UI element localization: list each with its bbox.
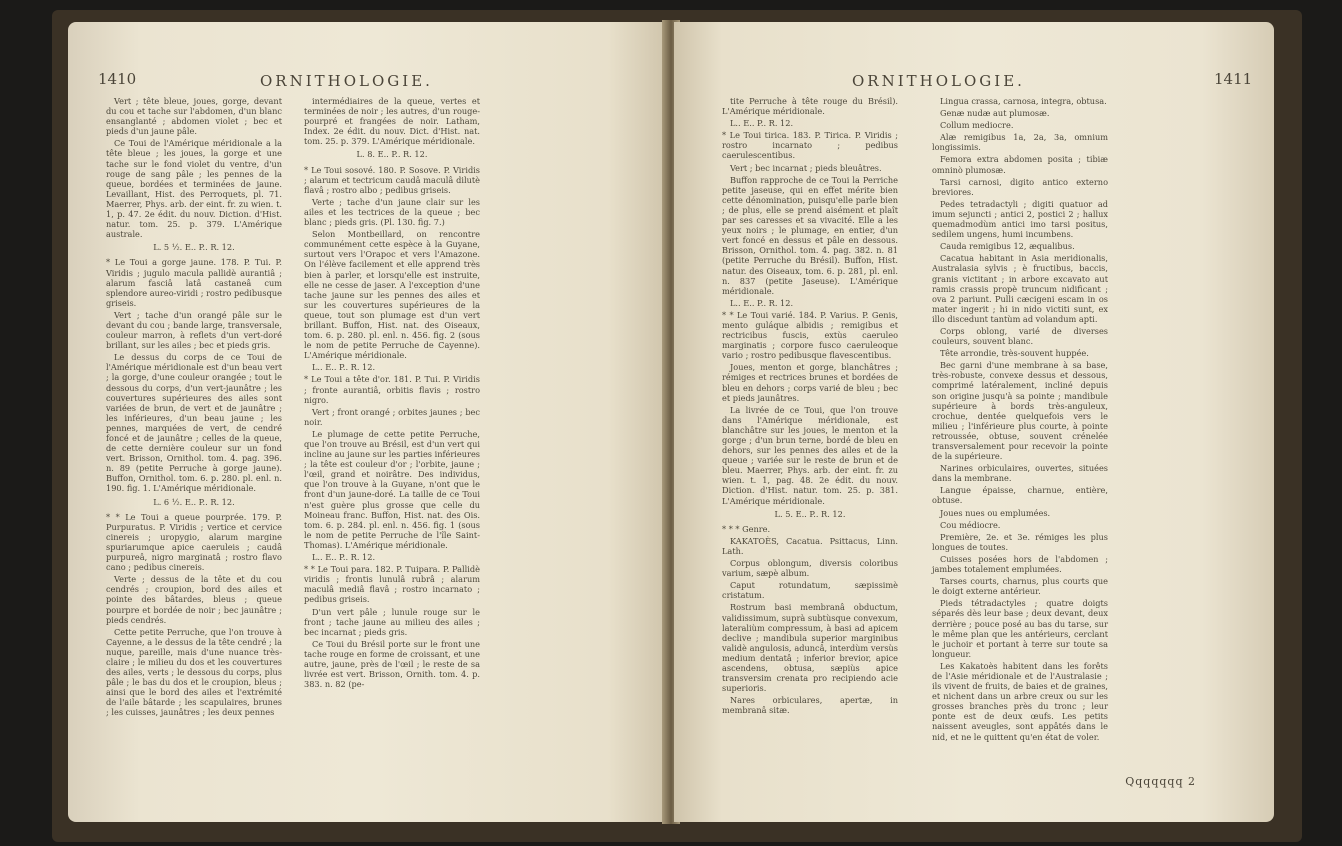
paragraph: Vert ; front orangé ; orbites jaunes ; bec noir. [304,406,480,427]
paragraph: * * Le Toui a queue pourprée. 179. P. Purpuratus. P. Viridis ; vertice et cervice cinereis ; uropygio, alarum margine spuriarumque apice caeruleis ; caudâ purpureâ, nigro marginatâ ; rostro flavo cano ; pedibus cinereis. [106,511,282,573]
paragraph: L.. E.. P.. R. 12. [730,118,794,129]
paragraph: L. 5. E.. P.. R. 12. [774,508,846,519]
paragraph: L. 5 ½. E.. P.. R. 12. [153,242,235,253]
paragraph: D'un vert pâle ; lunule rouge sur le front ; tache jaune au milieu des ailes ; bec incarnat ; pieds gris. [304,606,480,637]
right-column-1 [722,96,898,717]
paragraph: * * Le Toui para. 182. P. Tuipara. P. Pallidè viridis ; frontis lunulâ rubrâ ; alarum maculâ mediâ flavâ ; rostro incarnato ; pedibus griseis. [304,564,480,605]
paragraph: L.. E.. P.. R. 12. [730,297,794,308]
paragraph: Corpus oblongum, diversis coloribus varium, sæpè album. [722,558,898,579]
signature-mark: Qqqqqqq 2 [1125,775,1196,788]
paragraph: Cauda remigibus 12, æqualibus. [940,241,1075,252]
right-column-2 [932,96,1108,744]
paragraph: Verte ; tache d'un jaune clair sur les ailes et les tectrices de la queue ; bec blanc ; pieds gris. (Pl. 130. fig. 7.) [304,196,480,228]
paragraph: KAKATOÈS, Cacatua. Psittacus, Linn. Lath. [722,535,898,556]
left-column-2 [304,96,480,691]
paragraph: Genæ nudæ aut plumosæ. [940,108,1050,119]
paragraph: La livrée de ce Toui, que l'on trouve dans l'Amérique méridionale, est blanchâtre sur les joues, le menton et la gorge ; d'un brun terne, bordé de bleu en dehors, sur les pennes des ailes et de la queue ; variée sur le reste de brun et de bleu. Maerrer, Phys. arb. der eint. fr. zu wien. t. 1, pag. 48. 2e édit. du nouv. Diction. d'Hist. natur. tom. 25. p. 381. L'Amérique méridionale. [722,404,898,506]
paragraph: Vert ; tête bleue, joues, gorge, devant du cou et tache sur l'abdomen, d'un blanc ensanglanté ; abdomen violet ; bec et pieds d'un jaune pâle. [106,96,282,137]
paragraph: Le plumage de cette petite Perruche, que l'on trouve au Brésil, est d'un vert qui incline au jaune sur les parties inférieures ; la tête est couleur d'or ; l'orbite, jaune ; l'œil, grand et noirâtre. Des individus, que l'on trouve à la Guyane, n'ont que le front d'un jaune-doré. La taille de ce Toui n'est guère plus grosse que celle du Moineau franc. Buffon, Hist. nat. des Ois. tom. 6. p. 284. pl. enl. n. 456. fig. 1 (sous le nom de petite Perruche de l'île Saint-Thomas). L'Amérique méridionale. [304,428,480,550]
paragraph: * * Le Toui varié. 184. P. Varius. P. Genis, mento guláque albidis ; remigibus et rectricibus fuscis, extùs caeruleo marginatis ; corpore fusco caeruleoque vario ; rostro pedibusque flavescentibus. [722,309,898,361]
page-number-left: 1410 [98,70,137,88]
paragraph: L. 6 ½. E.. P.. R. 12. [153,496,235,507]
left-column-1 [106,96,282,720]
paragraph: L.. E.. P.. R. 12. [312,552,376,563]
paragraph: Tarsi carnosi, digito antico externo breviores. [932,176,1108,197]
running-header-left: ORNITHOLOGIE. [260,72,433,90]
paragraph: Rostrum basi membranâ obductum, validissimum, suprà subtùsque convexum, lateraliùm compressum, à basi ad apicem declive ; mandibula superior marginibus validè angulosis, aduncâ, interdùm versùs medium dentatâ ; inferior brevior, apice ascendens, obtusa, sæpiùs apice transversim crenata pro recipiendo acie superioris. [722,602,898,694]
running-header-right: ORNITHOLOGIE. [852,72,1025,90]
paragraph: Cuisses posées hors de l'abdomen ; jambes totalement emplumées. [932,553,1108,575]
paragraph: Alæ remigibus 1a, 2a, 3a, omnium longissimis. [932,132,1108,153]
paragraph: Corps oblong, varié de diverses couleurs, souvent blanc. [932,325,1108,347]
right-page [674,22,1274,822]
paragraph: L.. E.. P.. R. 12. [312,362,376,373]
paragraph: Le dessus du corps de ce Toui de l'Amérique méridionale est d'un beau vert ; la gorge, d'une couleur orangée ; tout le dessous du corps, d'un vert-jaunâtre ; les couvertures supérieures des ailes sont variées de brun, de vert et de jaunâtre ; les inférieures, d'un beau jaune ; les pennes, marquées de vert, de cendré foncé et de jaunâtre ; celles de la queue, de cette dernière couleur sur un fond vert. Brisson, Ornithol. tom. 4. pag. 396. n. 89 (petite Perruche à gorge jaune). Buffon, Ornithol. tom. 6. p. 280. pl. enl. n. 190. fig. 1. L'Amérique méridionale. [106,352,282,494]
paragraph: Bec garni d'une membrane à sa base, très-robuste, convexe dessus et dessous, comprimé latéralement, incliné depuis son origine jusqu'à sa pointe ; mandibule supérieure à bords très-anguleux, crochue, dentée quelquefois vers le milieu ; l'inférieure plus courte, à pointe retroussée, obtuse, souvent crénelée transversalement pour recevoir la pointe de la supérieure. [932,360,1108,462]
paragraph: Collum mediocre. [940,120,1014,131]
left-page [68,22,668,822]
paragraph: * Le Toui a gorge jaune. 178. P. Tui. P. Viridis ; jugulo macula pallidè aurantiâ ; alarum fasciâ latâ castaneâ cum splendore aureo-viridi ; rostro pedibusque griseis. [106,257,282,308]
page-number-right: 1411 [1214,70,1253,88]
paragraph: Pedes tetradactyli ; digiti quatuor ad imum sejuncti ; antici 2, postici 2 ; hallux quemadmodùm antici imo tarsi positus, sedilem ungens, humi incumbens. [932,198,1108,240]
paragraph: * Le Toui sosové. 180. P. Sosove. P. Viridis ; alarum et tectricum caudâ maculâ dilutè flavâ ; rostro albo ; pedibus griseis. [304,164,480,195]
paragraph: Première, 2e. et 3e. rémiges les plus longues de toutes. [932,531,1108,552]
paragraph: Pieds tétradactyles ; quatre doigts séparés dès leur base ; deux devant, deux derrière ; pouce posé au bas du tarse, sur le même plan que les antérieurs, cerclant le juchoir et portant à terre sur toute sa longueur. [932,598,1108,659]
paragraph: Verte ; dessus de la tête et du cou cendrés ; croupion, bord des ailes et pointe des bâtardes, bleus ; queue pourpre et bordée de noir ; bec jaunâtre ; pieds cendrés. [106,574,282,625]
paragraph: L. 8. E.. P.. R. 12. [356,149,428,160]
paragraph: intermédiaires de la queue, vertes et terminées de noir ; les autres, d'un rouge-pourpré et frangées de noir. Latham, Index. 2e édit. du nouv. Dict. d'Hist. nat. tom. 25. p. 379. L'Amérique méridionale. [304,96,480,147]
paragraph: Caput rotundatum, sæpissimè cristatum. [722,580,898,601]
paragraph: Narines orbiculaires, ouvertes, situées dans la membrane. [932,463,1108,484]
paragraph: Joues, menton et gorge, blanchâtres ; rémiges et rectrices brunes et bordées de bleu en dehors ; corps varié de bleu ; bec et pieds jaunâtres. [722,362,898,403]
paragraph: Selon Montbeillard, on rencontre communément cette espèce à la Guyane, surtout vers l'Orapoc et vers l'Amazone. On l'élève facilement et elle apprend très bien à parler, et lorsqu'elle est instruite, elle ne cesse de jaser. A l'exception d'une tache jaune sur les pennes des ailes et sur les couvertures supérieures de la queue, tout son plumage est d'un vert brillant. Buffon, Hist. nat. des Oiseaux, tom. 6. p. 280. pl. enl. n. 456. fig. 2 (sous le nom de petite Perruche de Cayenne). L'Amérique méridionale. [304,229,480,361]
paragraph: * Le Toui tirica. 183. P. Tirica. P. Viridis ; rostro incarnato ; pedibus caerulescentibus. [722,130,898,161]
paragraph: Vert ; bec incarnat ; pieds bleuâtres. [730,162,882,173]
paragraph: Ce Toui du Brésil porte sur le front une tache rouge en forme de croissant, et une autre, jaune, près de l'œil ; le reste de sa livrée est vert. Brisson, Ornith. tom. 4. p. 383. n. 82 (pe- [304,638,480,690]
paragraph: Vert ; tache d'un orangé pâle sur le devant du cou ; bande large, transversale, couleur marron, à reflets d'un vert-doré brillant, sur les ailes ; bec et pieds gris. [106,309,282,351]
paragraph: Nares orbiculares, apertæ, in membranâ sitæ. [722,695,898,716]
paragraph: Tarses courts, charnus, plus courts que le doigt externe antérieur. [932,576,1108,597]
paragraph: Les Kakatoès habitent dans les forêts de l'Asie méridionale et de l'Australasie ; ils vivent de fruits, de baies et de graines, et nichent dans un arbre creux ou sur les grosses branches près du tronc ; leur ponte est de deux œufs. Les petits naissent aveugles, sont appâtés dans le nid, et ne le quittent qu'en état de voler. [932,660,1108,742]
paragraph: * Le Toui a tête d'or. 181. P. Tui. P. Viridis ; fronte aurantiâ, orbitis flavis ; rostro nigro. [304,374,480,405]
paragraph: Cette petite Perruche, que l'on trouve à Cayenne, a le dessus de la tête cendré ; la nuque, pareille, mais d'une nuance très-claire ; le milieu du dos et les couvertures des ailes, verts ; le dessous du corps, plus pâle ; le bas du dos et le croupion, bleus ; ainsi que le bord des ailes et l'extrémité de l'aile bâtarde ; les scapulaires, brunes ; les cuisses, jaunâtres ; les deux pennes [106,626,282,718]
paragraph: Lingua crassa, carnosa, integra, obtusa. [940,96,1107,106]
paragraph: Tête arrondie, très-souvent huppée. [940,348,1089,359]
paragraph: Langue épaisse, charnue, entière, obtuse. [932,485,1108,506]
paragraph: tite Perruche à tête rouge du Brésil). L'Amérique méridionale. [722,96,898,117]
paragraph: Buffon rapproche de ce Toui la Perriche petite jaseuse, qui en effet mérite bien cette dénomination, puisqu'elle parle bien ; de plus, elle se prend aisément et plaît par ses caresses et sa vivacité. Elle a les yeux noirs ; le plumage, en entier, d'un vert foncé en dessus et pâle en dessous. Brisson, Ornithol. tom. 4. pag. 382. n. 81 (petite Perruche du Brésil). Buffon, Hist. natur. des Oiseaux, tom. 6. p. 281, pl. enl. n. 837 (petite Jaseuse). L'Amérique méridionale. [722,174,898,296]
paragraph: Joues nues ou emplumées. [940,507,1051,518]
paragraph: Ce Toui de l'Amérique méridionale a la tête bleue ; les joues, la gorge et une tache sur le fond violet du ventre, d'un rouge de sang pâle ; les pennes de la queue, bordées et terminées de jaune. Levaillant, Hist. des Perroquets, pl. 71. Maerrer, Phys. arb. der eint. fr. zu wien. t. 1, p. 47. 2e édit. du nouv. Diction. d'Hist. natur. tom. 25. p. 379. L'Amérique australe. [106,138,282,240]
paragraph: Femora extra abdomen posita ; tibiæ omninò plumosæ. [932,154,1108,175]
paragraph: * * * Genre. [722,523,771,534]
paragraph: Cacatua habitant in Asia meridionalis, Australasia sylvis ; è fructibus, baccis, granis victitant ; in arbore excavato aut ramis crassis propè truncum nidificant ; ova 2 pariunt. Pulli cæcigeni escam in os mater ingerit ; hi in nido victiti sunt, ex illo discedunt tantùm ad volandum apti. [932,253,1108,324]
paragraph: Cou médiocre. [940,519,1001,530]
